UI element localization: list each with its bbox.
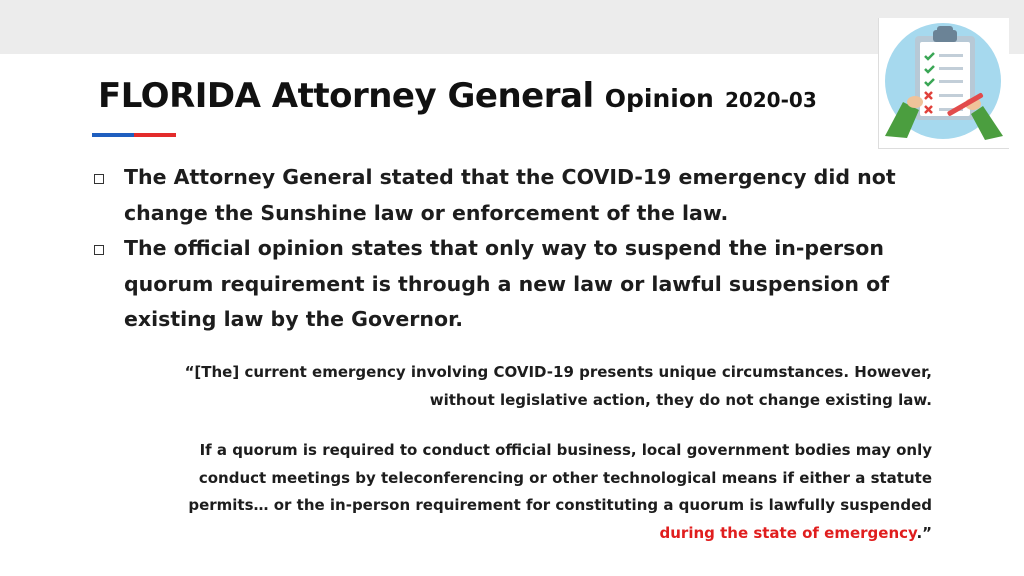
- bullet-text: The Attorney General stated that the COVID-19 emergency did not change the Sunshine law or enforcement of the law.: [124, 165, 896, 225]
- checkbox-bullet-icon: [94, 174, 104, 184]
- bullet-text: The official opinion states that only way to suspend the in-person quorum requirement is through a new law or lawful suspension of existing law by the Governor.: [124, 236, 890, 331]
- quote-end: .”: [916, 523, 932, 542]
- bullet-item: [92, 160, 952, 231]
- underline-red: [134, 133, 176, 137]
- underline-blue: [92, 133, 134, 137]
- bullet-list: [92, 160, 952, 338]
- title-main: FLORIDA Attorney General: [98, 76, 594, 116]
- checkbox-bullet-icon: [94, 245, 104, 255]
- bullet-item: [92, 231, 952, 338]
- quote-text: If a quorum is required to conduct official business, local government bodies may only conduct meetings by teleconferencing or other technological means if either a statute permits… or the in-person requirement for constituting a quorum is lawfully suspended: [188, 441, 932, 514]
- quote-highlight: during the state of emergency: [659, 523, 917, 542]
- clipboard-checklist-icon: [879, 18, 1009, 148]
- title-number: 2020-03: [724, 88, 817, 112]
- quote-paragraph-2: [132, 437, 932, 547]
- top-band: [0, 0, 1024, 54]
- slide-title: [98, 76, 817, 116]
- clipboard-illustration: [878, 18, 1009, 149]
- quote-paragraph-1: “[The] current emergency involving COVID-19 presents unique circumstances. However, without legislative action, they do not change existing law.: [184, 363, 932, 409]
- title-opinion: Opinion: [604, 84, 714, 113]
- title-underline: [92, 133, 176, 137]
